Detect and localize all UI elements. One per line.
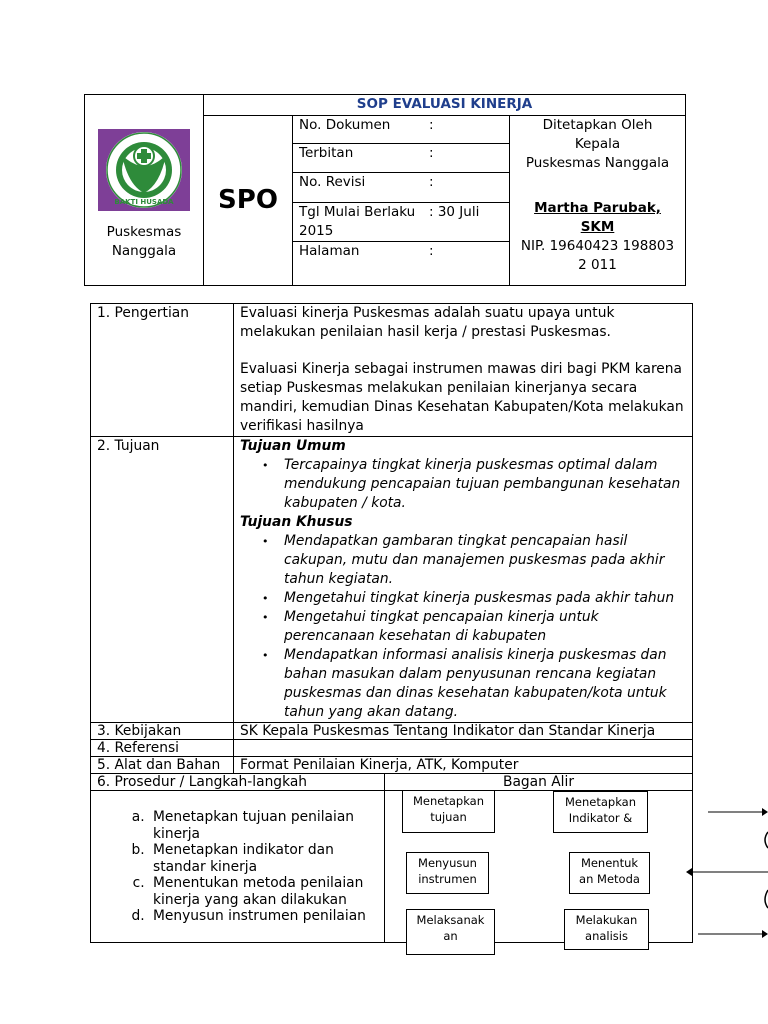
flow-box-menetapkan-indikator: Menetapkan Indikator & [553, 791, 648, 833]
field-tgl-mulai: Tgl Mulai Berlaku : 30 Juli 2015 [293, 203, 510, 242]
field-no-dokumen: No. Dokumen : [293, 116, 510, 144]
signatory-nip: NIP. 19640423 198803 [520, 238, 675, 254]
list-item: d. Menyusun instrumen penilaian [149, 908, 378, 925]
spo-label: SPO [204, 116, 293, 286]
signatory-name: Martha Parubak, [534, 200, 661, 216]
bakti-husada-logo [98, 129, 190, 211]
row-prosedur-header: 6. Prosedur / Langkah-langkah Bagan Alir [91, 774, 693, 791]
org-name-line1: Puskesmas [106, 224, 182, 240]
row-tujuan: 2. Tujuan Tujuan Umum • Tercapainya tingkat kinerja puskesmas optimal dalam mendukung pencapaian tujuan pembangunan kesehatan kabupaten / kota. Tujuan Khusus • Mendapatkan gambaran tingkat pencapaian hasil cakupan, mutu dan manajemen puskesmas pada akhir tahun kegiatan. • Mengetahui tingkat kinerja puskesmas pada akhir tahun • Mengetahui tingkat pencapaian kinerja untuk perencanaan kesehatan di kabupaten • Mendapatkan informasi analisis kinerja puskesmas dan bahan masukan dalam penyusunan rencana kegiatan puskesmas dan dinas kesehatan kabupaten/kota untuk tahun yang akan datang. [91, 437, 693, 723]
row-referensi: 4. Referensi [91, 740, 693, 757]
pengertian-paragraph-2: Evaluasi Kinerja sebagai instrumen mawas diri bagi PKM karena setiap Puskesmas melakukan penilaian kinerjanya secara mandiri, kemudian Dinas Kesehatan Kabupaten/Kota melakukan verifikasi hasilnya [240, 361, 684, 434]
list-item: • Mengetahui tingkat pencapaian kinerja untuk perencanaan kesehatan di kabupaten [284, 608, 686, 646]
row-pengertian: 1. Pengertian Evaluasi kinerja Puskesmas adalah suatu upaya untuk melakukan penilaian hasil kerja / prestasi Puskesmas. Evaluasi Kinerja sebagai instrumen mawas diri bagi PKM karena setiap Puskesmas melakukan penilaian kinerjanya secara mandiri, kemudian Dinas Kesehatan Kabupaten/Kota melakukan verifikasi hasilnya [91, 304, 693, 437]
tujuan-umum-title: Tujuan Umum [240, 438, 346, 454]
document-title: SOP EVALUASI KINERJA [204, 95, 686, 116]
org-name-line2: Nanggala [111, 243, 177, 259]
sop-content-table [90, 303, 693, 943]
row-alat-bahan: 5. Alat dan Bahan Format Penilaian Kinerja, ATK, Komputer [91, 757, 693, 774]
list-item: a. Menetapkan tujuan penilaian kinerja [149, 809, 378, 842]
row-kebijakan: 3. Kebijakan SK Kepala Puskesmas Tentang Indikator dan Standar Kinerja [91, 723, 693, 740]
list-item: • Tercapainya tingkat kinerja puskesmas optimal dalam mendukung pencapaian tujuan pembangunan kesehatan kabupaten / kota. [284, 456, 686, 513]
flow-box-menetapkan-tujuan: Menetapkan tujuan [402, 790, 495, 833]
svg-text:BAKTI HUSADA: BAKTI HUSADA [114, 198, 174, 206]
logo-cell [85, 95, 204, 286]
flow-box-melakukan-analisis: Melakukan analisis [564, 909, 649, 950]
procedure-steps [97, 809, 378, 925]
flowchart-arrows [650, 790, 768, 950]
flow-box-melaksanakan: Melaksanak an [406, 909, 495, 955]
tujuan-khusus-title: Tujuan Khusus [240, 514, 353, 530]
list-item: • Mendapatkan gambaran tingkat pencapaian hasil cakupan, mutu dan manajemen puskesmas pada akhir tahun kegiatan. [284, 532, 686, 589]
field-terbitan: Terbitan : [293, 144, 510, 173]
pengertian-paragraph-1: Evaluasi kinerja Puskesmas adalah suatu upaya untuk melakukan penilaian hasil kerja / prestasi Puskesmas. [240, 305, 615, 340]
list-item: • Mengetahui tingkat kinerja puskesmas pada akhir tahun [284, 589, 686, 608]
flow-box-menyusun-instrumen: Menyusun instrumen [406, 852, 489, 894]
signature-block: Ditetapkan Oleh Kepala Puskesmas Nanggala Martha Parubak, SKM NIP. 19640423 198803 2 011 [510, 116, 686, 286]
list-item: c. Menentukan metoda penilaian kinerja yang akan dilakukan [149, 875, 378, 908]
list-item: • Mendapatkan informasi analisis kinerja puskesmas dan bahan masukan dalam penyusunan rencana kegiatan puskesmas dan dinas kesehatan kabupaten/kota untuk tahun yang akan datang. [284, 646, 686, 722]
field-no-revisi: No. Revisi : [293, 173, 510, 203]
list-item: b. Menetapkan indikator dan standar kinerja [149, 842, 378, 875]
header-table [84, 94, 686, 286]
bagan-alir-label: Bagan Alir [385, 774, 693, 791]
flow-box-menentukan-metoda: Menentuk an Metoda [569, 852, 650, 894]
field-halaman: Halaman : [293, 242, 510, 286]
